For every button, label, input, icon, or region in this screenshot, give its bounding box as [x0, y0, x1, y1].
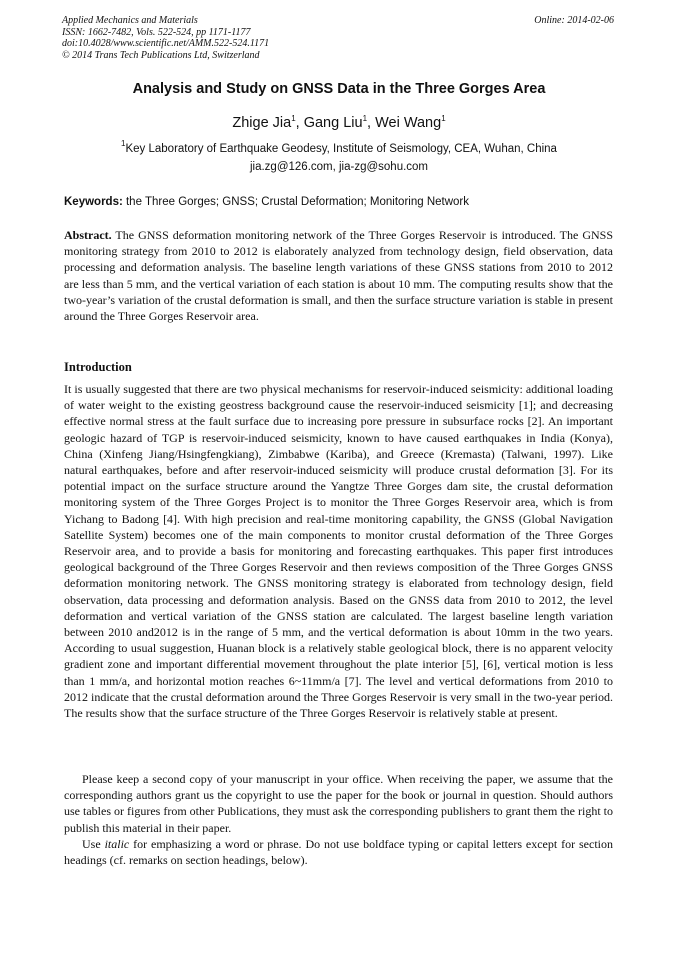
author-separator: , — [295, 115, 304, 131]
author-name: Wei Wang — [375, 115, 442, 131]
journal-header — [62, 15, 269, 61]
abstract-text: The GNSS deformation monitoring network of the Three Gorges Reservoir is introduced. The GNSS monitoring strategy from 2010 to 2012 is elaborately analyzed from technology design, field observation, data processing and deformation analysis. The baseline length variations of these GNSS stations from 2010 to 2012 are less than 5 mm, and the vertical variation of each station is about 10 mm. The computing results show that the two-year’s variation of the crustal deformation is small, and then the surface structure variation is stable in present around the Three Gorges Reservoir area. — [64, 228, 613, 324]
paragraph-text: Use — [82, 837, 105, 851]
abstract — [64, 227, 613, 324]
intro-paragraph-3 — [64, 836, 613, 868]
keywords — [64, 196, 469, 208]
author-affiliation-mark: 1 — [441, 114, 446, 123]
author-list — [0, 114, 678, 131]
journal-issn: ISSN: 1662-7482, Vols. 522-524, pp 1171-1177 — [62, 26, 251, 38]
author-separator: , — [367, 115, 376, 131]
keywords-label: Keywords: — [64, 196, 123, 208]
intro-paragraph-2: Please keep a second copy of your manuscript in your office. When receiving the paper, we assume that the corresponding authors grant us the copyright to use the paper for the book or journal in question. Should authors use tables or figures from other Publications, they must ask the corresponding publishers to grant them the right to publish this material in their paper. — [64, 772, 613, 835]
journal-name: Applied Mechanics and Materials — [62, 15, 198, 26]
affiliation-text: Key Laboratory of Earthquake Geodesy, Institute of Seismology, CEA, Wuhan, China — [125, 143, 557, 155]
section-heading-introduction: Introduction — [64, 360, 132, 374]
author-email: jia.zg@126.com, jia-zg@sohu.com — [249, 161, 429, 173]
online-date: Online: 2014-02-06 — [534, 15, 614, 26]
italic-word: italic — [104, 837, 130, 851]
author-name: Zhige Jia — [232, 115, 292, 131]
author-name: Gang Liu — [303, 115, 363, 131]
keywords-text: the Three Gorges; GNSS; Crustal Deformation; Monitoring Network — [122, 196, 469, 208]
journal-doi: doi:10.4028/www.scientific.net/AMM.522-524.1171 — [62, 38, 270, 49]
paragraph-text: for emphasizing a word or phrase. Do not use boldface typing or capital letters except for section headings (cf. remarks on section headings, below). — [64, 837, 613, 868]
intro-paragraph-1: It is usually suggested that there are two physical mechanisms for reservoir-induced seismicity: additional loading of water weight to the existing geostress background cause the reservoir-induced seismicity [1]; and decreasing effective normal stress at the fault surface due to increasing pore pressure in subsurface rocks [2]. An important geologic hazard of TGP is reservoir-induced seismicity, known to have caused earthquakes in India (Konya), China (Xinfeng Jiang/Hsingfengkiang), Zimbabwe (Kariba), and Greece (Kremasta) (Talwani, 1997). Like natural earthquakes, before and after reservoir-induced seismicity will produce crustal deformation [3]. For its potential impact on the surface structure around the Yangtze Three Gorges dam site, the crustal deformation monitoring system of the Three Gorges Project is to monitor the Three Gorges Reservoir area, which is from Yichang to Badong [4]. With high precision and real-time monitoring capability, the GNSS (Global Navigation Satellite System) becomes one of the main components to monitor crustal deformation of the Three Gorges Reservoir area, and to provide a basis for monitoring and forecasting earthquakes. This paper first introduces geological background of the Three Gorges Reservoir and then reviews composition of the Three Gorges GNSS deformation monitoring network. The GNSS monitoring strategy is elaborated from technology design, field observation, data processing and deformation analysis. Based on the GNSS data from 2010 to 2012, the level deformation and vertical variation of the GNSS station are calculated. The largest baseline length variation between 2010 and2012 is in the range of 5 mm, and the vertical deformation is about 10mm in the two years. According to usual suggestion, Huanan block is a relatively stable geological block, there is no apparent velocity gradient zone and important differential movement throughout the plate interior [5], [6], vertical motion is less than 1 mm/a, and horizontal motion reaches 6~11mm/a [7]. The level and vertical deformations from 2010 to 2012 indicate that the crustal deformation around the Three Gorges Reservoir is very small in the two-year period. The results show that the surface structure of the Three Gorges Reservoir is relatively stable at present. — [64, 382, 613, 721]
author-affiliation-mark: 1 — [291, 114, 296, 123]
abstract-label: Abstract. — [64, 228, 112, 242]
paper-title: Analysis and Study on GNSS Data in the Three Gorges Area — [132, 81, 546, 97]
affiliation-mark: 1 — [121, 139, 126, 148]
affiliation — [0, 139, 678, 155]
author-affiliation-mark: 1 — [362, 114, 368, 123]
journal-copyright: © 2014 Trans Tech Publications Ltd, Switzerland — [62, 49, 260, 61]
